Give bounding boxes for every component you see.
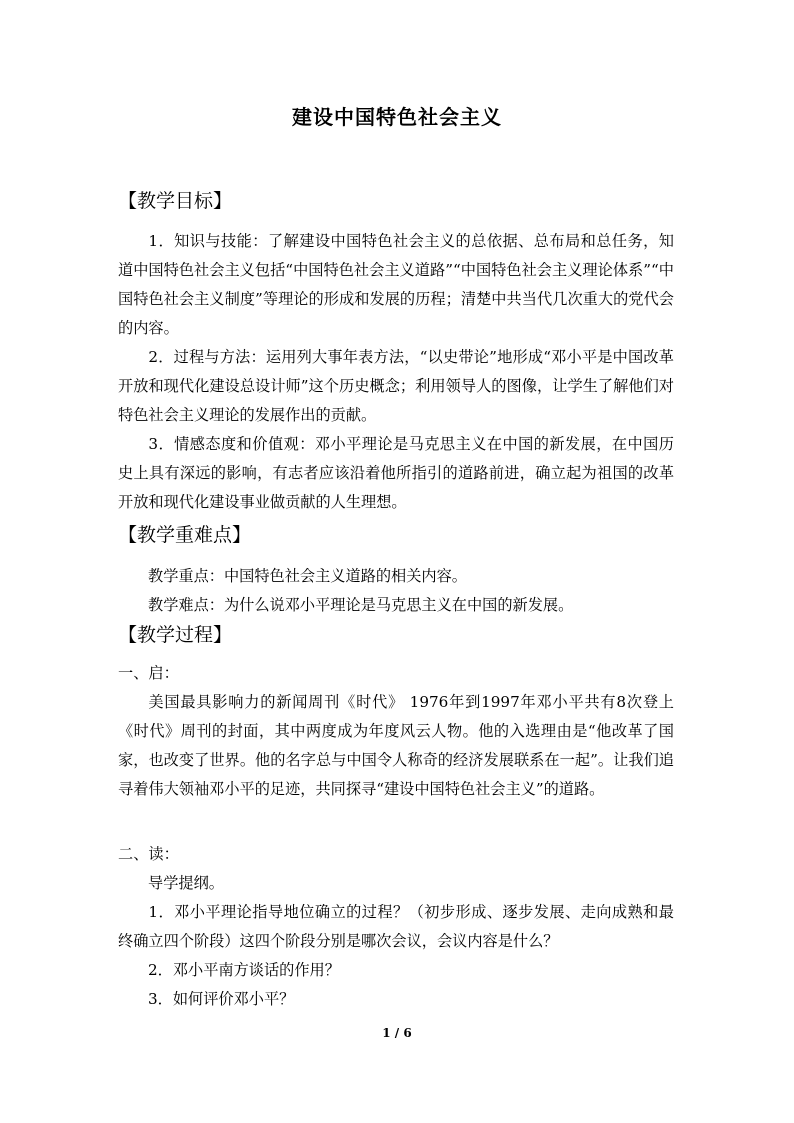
guide-label: 导学提纲。 xyxy=(148,874,224,892)
document-title: 建设中国特色社会主义 xyxy=(292,105,502,129)
section-heading-process: 【教学过程】 xyxy=(118,624,233,646)
section-heading-key-points: 【教学重难点】 xyxy=(118,524,252,546)
objective-paragraph-3: 3．情感态度和价值观：邓小平理论是马克思主义在中国的新发展，在中国历史上具有深远的影响，有志者应该沿着他所指引的道路前进，确立起为祖国的改革开放和现代化建设事业做贡献的人生理想。 xyxy=(118,435,674,511)
guide-question-1: 1．邓小平理论指导地位确立的过程？（初步形成、逐步发展、走向成熟和最终确立四个阶段）这四个阶段分别是哪次会议，会议内容是什么？ xyxy=(118,903,674,950)
objective-paragraph-1: 1．知识与技能：了解建设中国特色社会主义的总依据、总布局和总任务，知道中国特色社会主义包括“中国特色社会主义道路”“中国特色社会主义理论体系”“中国特色社会主义制度”等理论的形成和发展的历程；清楚中共当代几次重大的党代会的内容。 xyxy=(118,232,674,337)
guide-question-2: 2．邓小平南方谈话的作用？ xyxy=(148,961,340,979)
page-indicator: 1 / 6 xyxy=(382,1026,412,1040)
key-point-difficulty: 教学难点：为什么说邓小平理论是马克思主义在中国的新发展。 xyxy=(148,596,574,614)
process-part1-label: 一、启： xyxy=(118,664,179,682)
section-heading-objectives: 【教学目标】 xyxy=(118,190,233,212)
process-part2-label: 二、读： xyxy=(118,845,179,863)
key-point-focus: 教学重点：中国特色社会主义道路的相关内容。 xyxy=(148,567,467,585)
guide-question-3: 3．如何评价邓小平？ xyxy=(148,990,295,1008)
objective-paragraph-2: 2．过程与方法：运用列大事年表方法，“以史带论”地形成“邓小平是中国改革开放和现代化建设总设计师”这个历史概念；利用领导人的图像，让学生了解他们对特色社会主义理论的发展作出的贡献。 xyxy=(118,348,674,424)
process-part1-text: 美国最具影响力的新闻周刊《时代》 1976年到1997年邓小平共有8次登上《时代》周刊的封面，其中两度成为年度风云人物。他的入选理由是“他改革了国家，也改变了世界。他的名字总与中国令人称奇的经济发展联系在一起”。让我们追寻着伟大领袖邓小平的足迹，共同探寻“建设中国特色社会主义”的道路。 xyxy=(118,693,674,798)
